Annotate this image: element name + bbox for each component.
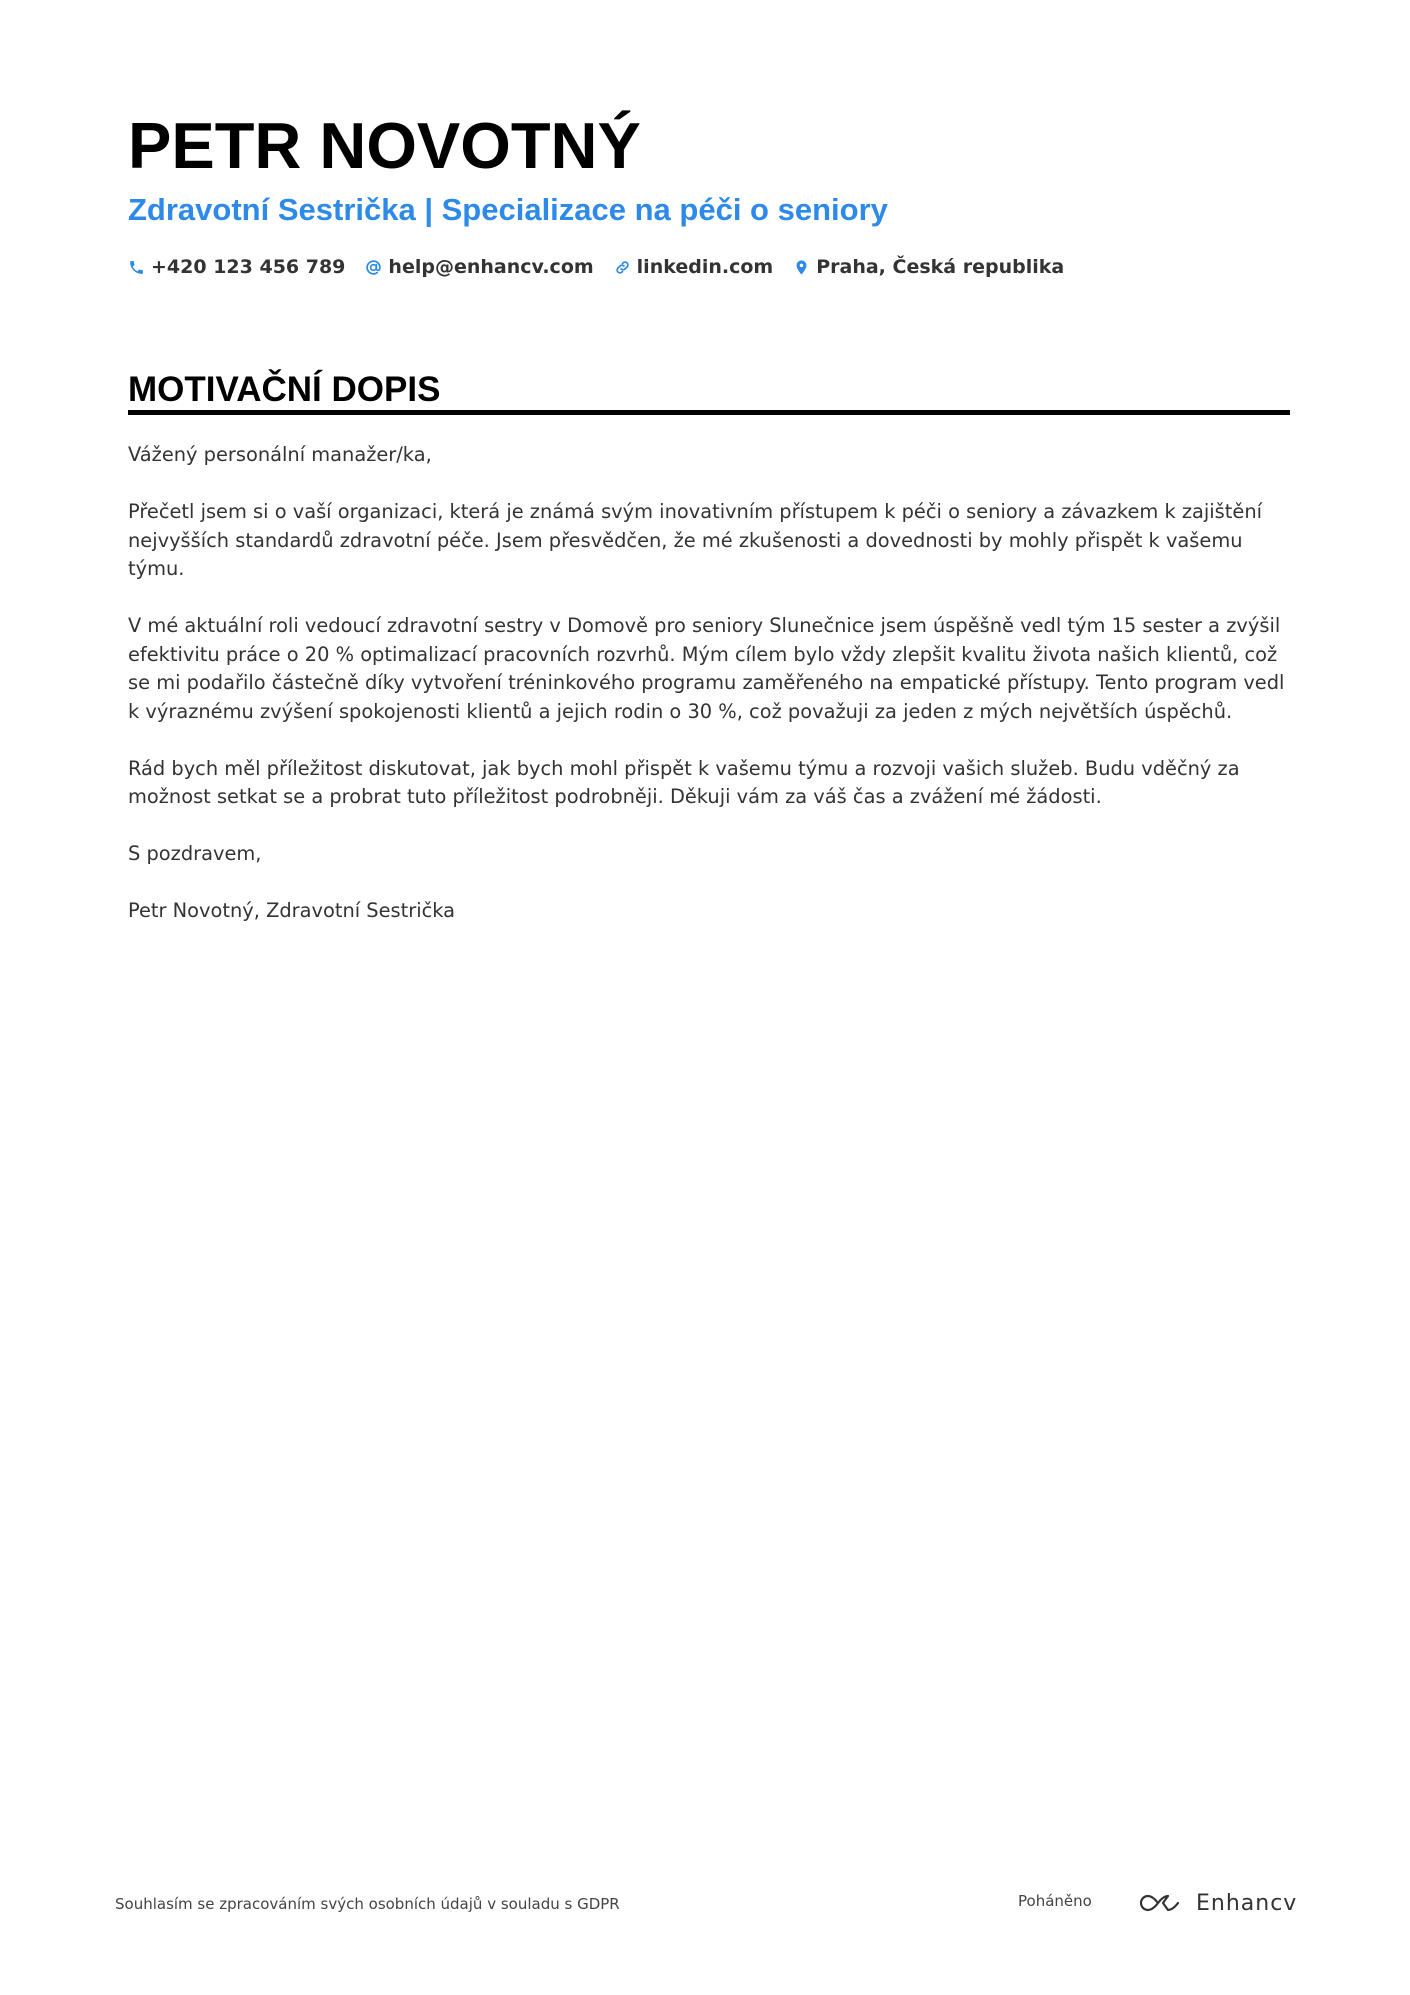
contact-bar <box>128 252 1064 282</box>
candidate-name: PETR NOVOTNÝ <box>128 109 641 182</box>
contact-location <box>793 256 1064 278</box>
gdpr-consent-text: Souhlasím se zpracováním svých osobních údajů v souladu s GDPR <box>115 1895 620 1913</box>
contact-location-text: Praha, Česká republika <box>816 256 1065 278</box>
contact-phone <box>128 256 345 278</box>
contact-phone-text: +420 123 456 789 <box>151 256 346 278</box>
phone-icon <box>128 259 145 276</box>
letter-paragraph: V mé aktuální roli vedoucí zdravotní sestry v Domově pro seniory Slunečnice jsem úspěšně vedl tým 15 sester a zvýšil efektivitu práce o 20 % optimalizací pracovních rozvrhů. Mým cílem bylo vždy zlepšit kvalitu života našich klientů, což se mi podařilo částečně díky vytvoření tréninkového programu zaměřeného na empatické přístupy. Tento program vedl k výraznému zvýšení spokojenosti klientů a jejich rodin o 30 %, což považuji za jeden z mých největších úspěchů. <box>128 614 1285 723</box>
contact-email[interactable] <box>365 256 593 278</box>
letter-paragraph: Rád bych měl příležitost diskutovat, jak bych mohl přispět k vašemu týmu a rozvoji vašich služeb. Budu vděčný za možnost setkat se a probrat tuto příležitost podrobněji. Děkuji vám za váš čas a zvážení mé žádosti. <box>128 756 1240 808</box>
powered-by-label: Poháněno <box>1018 1892 1092 1910</box>
letter-signature: Petr Novotný, Zdravotní Sestrička <box>128 899 456 922</box>
enhancv-logo[interactable] <box>1138 1890 1297 1916</box>
section-title: MOTIVAČNÍ DOPIS <box>128 370 441 409</box>
at-icon <box>365 259 382 276</box>
letter-closing: S pozdravem, <box>128 842 262 865</box>
link-icon <box>614 259 631 276</box>
contact-linkedin[interactable] <box>614 256 774 278</box>
enhancv-logo-icon <box>1138 1890 1186 1916</box>
enhancv-brand: Enhancv <box>1196 1890 1298 1916</box>
letter-greeting: Vážený personální manažer/ka, <box>128 443 432 466</box>
location-pin-icon <box>793 259 810 276</box>
contact-email-text[interactable]: help@enhancv.com <box>388 256 594 278</box>
letter-body <box>128 441 1286 954</box>
job-title-subtitle: Zdravotní Sestrička | Specializace na péči o seniory <box>128 192 888 227</box>
section-divider <box>128 410 1290 415</box>
letter-paragraph: Přečetl jsem si o vaší organizaci, která je známá svým inovativním přístupem k péči o seniory a závazkem k zajištění nejvyšších standardů zdravotní péče. Jsem přesvědčen, že mé zkušenosti a dovednosti by mohly přispět k vašemu týmu. <box>128 500 1262 580</box>
contact-linkedin-text[interactable]: linkedin.com <box>636 256 774 278</box>
